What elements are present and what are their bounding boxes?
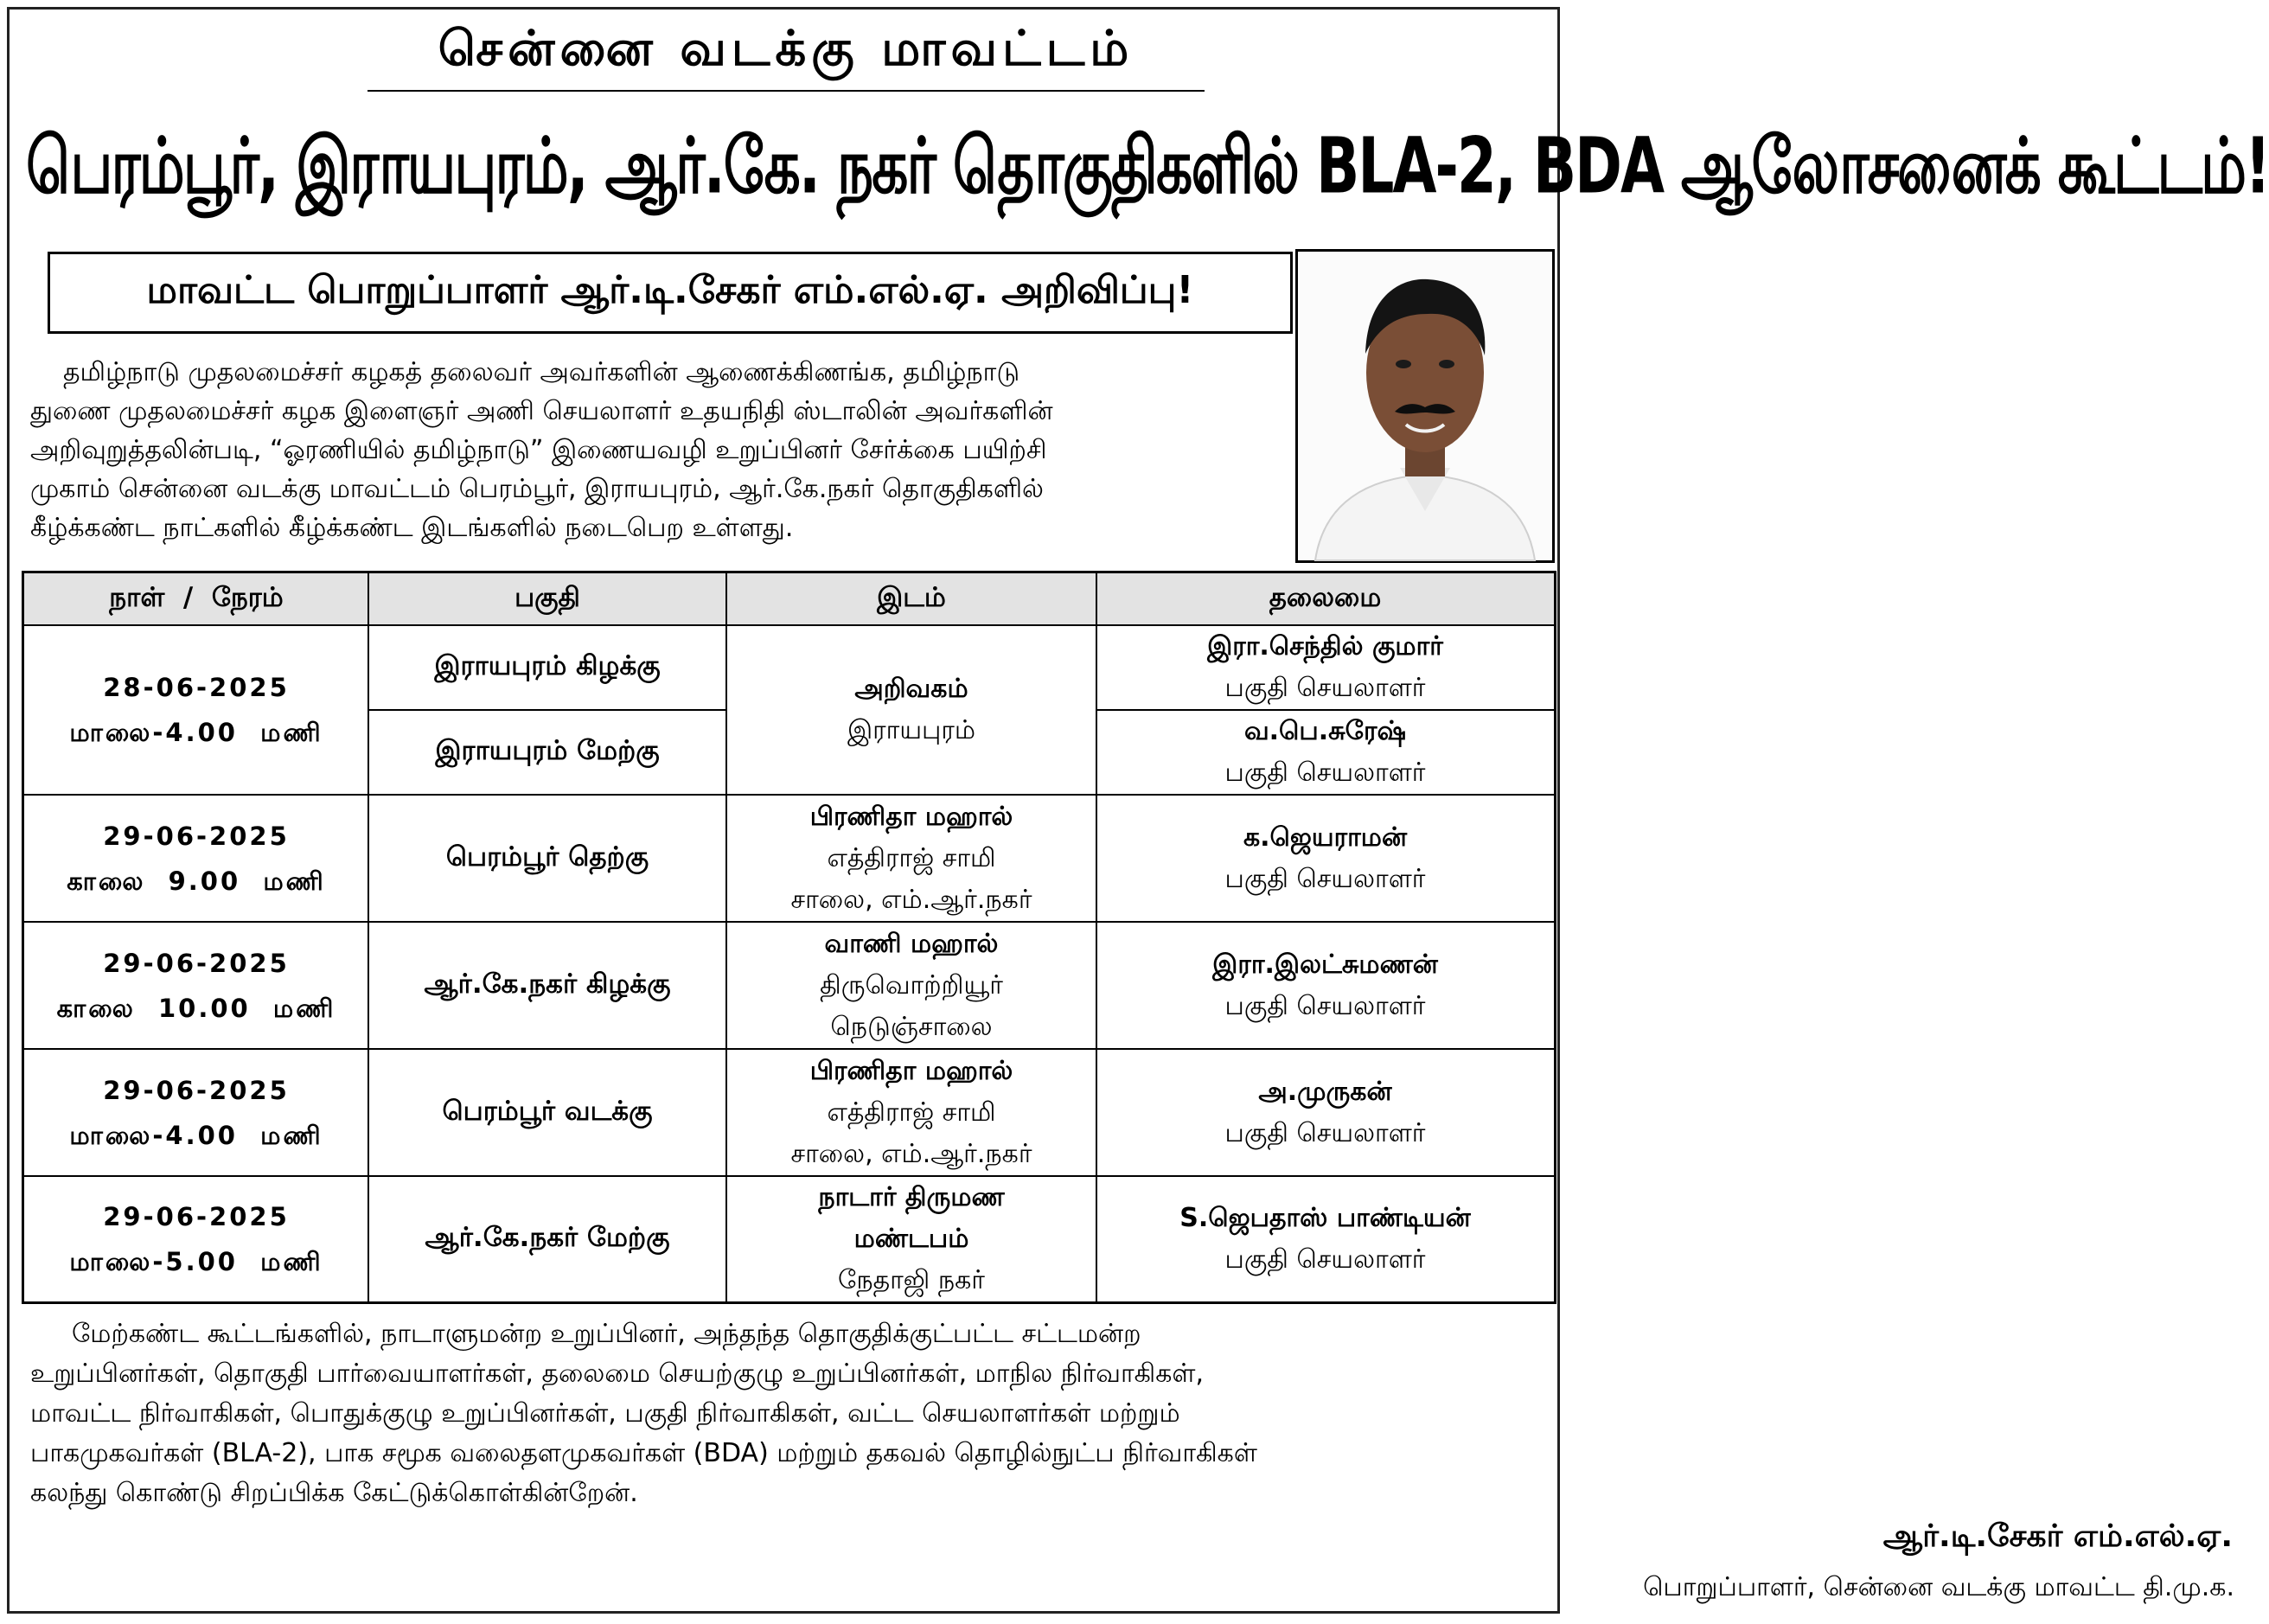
- intro-line: துணை முதலமைச்சர் கழக இளைஞர் அணி செயலாளர் உதயநிதி ஸ்டாலின் அவர்களின்: [30, 396, 1053, 426]
- table-cell-venue: [726, 1176, 1096, 1301]
- header-date-time: [24, 573, 368, 625]
- leader-name: இரா.இலட்சுமணன்: [1212, 949, 1438, 980]
- table-cell-area: [368, 1176, 726, 1301]
- table-cell-area: [368, 625, 726, 710]
- time-text: மாலை-4.00 மணி: [69, 1120, 323, 1150]
- leader-name: வ.பெ.சுரேஷ்: [1243, 716, 1407, 746]
- venue-line: எத்திராஜ் சாமி: [827, 1097, 996, 1128]
- table-cell-leader: [1096, 625, 1554, 710]
- venue-line: அறிவகம்: [854, 674, 968, 704]
- leader-role: பகுதி செயலாளர்: [1224, 863, 1426, 894]
- area-text: ஆர்.கே.நகர் கிழக்கு: [424, 968, 671, 1000]
- venue-line: நெடுஞ்சாலை: [830, 1011, 993, 1042]
- leader-role: பகுதி செயலாளர்: [1224, 1244, 1426, 1275]
- subheadline: மாவட்ட பொறுப்பாளர் ஆர்.டி.சேகர் எம்.எல்.ஏ. அறிவிப்பு!: [146, 268, 1194, 312]
- venue-line: நாடார் திருமண: [818, 1181, 1005, 1212]
- header-label: நாள் / நேரம்: [109, 582, 284, 613]
- announcement-box: [48, 252, 1293, 334]
- venue-line: சாலை, எம்.ஆர்.நகர்: [790, 884, 1032, 915]
- date-text: 29-06-2025: [103, 948, 290, 978]
- table-cell-leader: [1096, 922, 1554, 1049]
- table-cell-leader: [1096, 710, 1554, 795]
- intro-line: முகாம் சென்னை வடக்கு மாவட்டம் பெரம்பூர், இராயபுரம், ஆர்.கே.நகர் தொகுதிகளில்: [30, 474, 1044, 504]
- table-cell-venue: [726, 625, 1096, 795]
- venue-line: இராயபுரம்: [847, 715, 976, 745]
- header-label: இடம்: [877, 582, 946, 613]
- table-row-date: [24, 795, 368, 922]
- table-cell-leader: [1096, 1049, 1554, 1176]
- header-area: [368, 573, 726, 625]
- district-title-underline: [368, 90, 1205, 92]
- table-cell-venue: [726, 1049, 1096, 1176]
- date-text: 29-06-2025: [103, 1075, 290, 1105]
- leader-role: பகுதி செயலாளர்: [1224, 673, 1426, 703]
- area-text: ஆர்.கே.நகர் மேற்கு: [425, 1221, 670, 1253]
- table-row-date: [24, 1176, 368, 1301]
- closing-line: மேற்கண்ட கூட்டங்களில், நாடாளுமன்ற உறுப்பினர், அந்தந்த தொகுதிக்குட்பட்ட சட்டமன்ற: [72, 1319, 1141, 1349]
- closing-paragraph: [30, 1314, 1544, 1513]
- header-label: தலைமை: [1269, 582, 1382, 613]
- date-text: 29-06-2025: [103, 821, 290, 851]
- date-text: 28-06-2025: [103, 673, 290, 702]
- table-row-date: [24, 922, 368, 1049]
- intro-paragraph: [30, 353, 1275, 547]
- venue-line: திருவொற்றியூர்: [820, 969, 1003, 1001]
- time-text: மாலை-4.00 மணி: [69, 718, 323, 747]
- table-row-date: [24, 625, 368, 795]
- headline: பெரம்பூர், இராயபுரம், ஆர்.கே. நகர் தொகுதிகளில் BLA-2, BDA ஆலோசனைக் கூட்டம்!: [26, 121, 2269, 211]
- area-text: பெரம்பூர் வடக்கு: [442, 1095, 653, 1127]
- header-label: பகுதி: [515, 582, 580, 613]
- leader-name: இரா.செந்தில் குமார்: [1207, 631, 1443, 662]
- closing-line: பாகமுகவர்கள் (BLA-2), பாக சமூக வலைதளமுகவர்கள் (BDA) மற்றும் தகவல் தொழில்நுட்ப நிர்வாகிகள்: [30, 1438, 1257, 1468]
- intro-line: கீழ்க்கண்ட நாட்களில் கீழ்க்கண்ட இடங்களில் நடைபெற உள்ளது.: [30, 513, 794, 543]
- signature-name: ஆர்.டி.சேகர் எம்.எல்.ஏ.: [1882, 1519, 2233, 1554]
- table-row-date: [24, 1049, 368, 1176]
- header-venue: [726, 573, 1096, 625]
- portrait-illustration: [1298, 252, 1552, 560]
- table-cell-venue: [726, 795, 1096, 922]
- date-text: 29-06-2025: [103, 1201, 290, 1231]
- table-cell-area: [368, 795, 726, 922]
- venue-line: நேதாஜி நகர்: [838, 1264, 985, 1295]
- district-title: சென்னை வடக்கு மாவட்டம்: [438, 21, 1134, 77]
- table-cell-leader: [1096, 1176, 1554, 1301]
- area-text: பெரம்பூர் தெற்கு: [445, 841, 649, 873]
- venue-line: வாணி மஹால்: [824, 928, 999, 959]
- table-cell-area: [368, 922, 726, 1049]
- leader-name: க.ஜெயராமன்: [1243, 822, 1408, 853]
- leader-role: பகுதி செயலாளர்: [1224, 1117, 1426, 1148]
- table-cell-area: [368, 1049, 726, 1176]
- intro-line: தமிழ்நாடு முதலமைச்சர் கழகத் தலைவர் அவர்களின் ஆணைக்கிணங்க, தமிழ்நாடு: [63, 357, 1020, 387]
- leader-role: பகுதி செயலாளர்: [1224, 758, 1426, 788]
- table-cell-venue: [726, 922, 1096, 1049]
- table-cell-leader: [1096, 795, 1554, 922]
- schedule-table: [22, 571, 1556, 1304]
- time-text: மாலை-5.00 மணி: [69, 1246, 323, 1276]
- time-text: காலை 9.00 மணி: [67, 866, 326, 896]
- header-leader: [1096, 573, 1554, 625]
- venue-line: மண்டபம்: [853, 1223, 969, 1254]
- area-text: இராயபுரம் கிழக்கு: [434, 650, 661, 681]
- venue-line: பிரணிதா மஹால்: [809, 801, 1013, 832]
- closing-line: மாவட்ட நிர்வாகிகள், பொதுக்குழு உறுப்பினர்கள், பகுதி நிர்வாகிகள், வட்ட செயலாளர்கள் மற்றும்: [30, 1398, 1180, 1429]
- time-text: காலை 10.00 மணி: [56, 993, 336, 1023]
- person-portrait-icon: [1295, 249, 1555, 563]
- intro-line: அறிவுறுத்தலின்படி, “ஓரணியில் தமிழ்நாடு” இணையவழி உறுப்பினர் சேர்க்கை பயிற்சி: [30, 435, 1047, 465]
- leader-name: அ.முருகன்: [1258, 1076, 1392, 1107]
- venue-line: எத்திராஜ் சாமி: [827, 842, 996, 873]
- area-text: இராயபுரம் மேற்கு: [435, 735, 660, 766]
- venue-line: சாலை, எம்.ஆர்.நகர்: [790, 1138, 1032, 1169]
- closing-line: உறுப்பினர்கள், தொகுதி பார்வையாளர்கள், தலைமை செயற்குழு உறுப்பினர்கள், மாநில நிர்வாகிகள்,: [30, 1359, 1205, 1389]
- table-cell-area: [368, 710, 726, 795]
- leader-role: பகுதி செயலாளர்: [1224, 990, 1426, 1021]
- closing-line: கலந்து கொண்டு சிறப்பிக்க கேட்டுக்கொள்கின்றேன்.: [30, 1478, 638, 1508]
- signature-designation: பொறுப்பாளர், சென்னை வடக்கு மாவட்ட தி.மு.க.: [1643, 1572, 2234, 1602]
- leader-name: S.ஜெபதாஸ் பாண்டியன்: [1179, 1202, 1471, 1233]
- venue-line: பிரணிதா மஹால்: [809, 1055, 1013, 1086]
